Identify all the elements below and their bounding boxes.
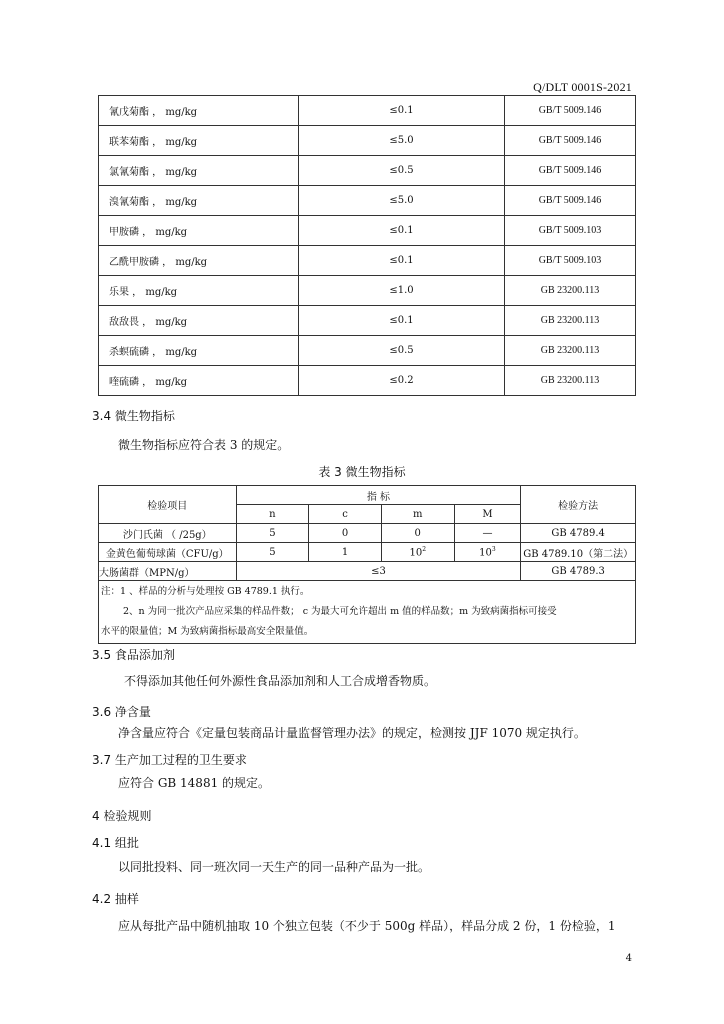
test-method: GB 4789.4	[521, 524, 636, 543]
test-method: GB 23200.113	[505, 366, 636, 396]
item-name: 大肠菌群（MPN/g）	[99, 562, 237, 581]
section-3-7-title: 3.7 生产加工过程的卫生要求	[92, 753, 247, 767]
value-M: —	[454, 524, 521, 543]
pesticide-name: 氯氰菊酯 ， mg/kg	[99, 156, 299, 186]
value-n: 5	[236, 524, 309, 543]
section-4-2-text: 应从每批产品中随机抽取 10 个独立包装（不少于 500g 样品），样品分成 2 份，1 份检验，1	[118, 919, 616, 933]
test-method: GB 23200.113	[505, 336, 636, 366]
col-header-m: m	[381, 505, 454, 524]
limit-value: ≤0.1	[299, 96, 505, 126]
note-line-2: 2、n 为同一批次产品应采集的样品件数； c 为最大可允许超出 m 值的样品数；m 为致病菌指标可接受	[123, 606, 557, 617]
col-header-index: 指 标	[236, 486, 521, 505]
limit-value: ≤5.0	[299, 126, 505, 156]
pesticide-residue-table	[98, 95, 636, 396]
limit-value: ≤0.1	[299, 306, 505, 336]
test-method: GB 4789.3	[521, 562, 636, 581]
limit-value: ≤0.5	[299, 156, 505, 186]
section-4-title: 4 检验规则	[92, 809, 152, 823]
note-line-3: 水平的限量值；M 为致病菌指标最高安全限量值。	[101, 626, 314, 637]
section-4-1-text: 以同批投料、同一班次同一天生产的同一品种产品为一批。	[118, 860, 431, 874]
value-M: $10^3$	[454, 543, 521, 562]
limit-value: ≤0.1	[299, 246, 505, 276]
limit-value: ≤0.1	[299, 216, 505, 246]
section-3-4-title: 3.4 微生物指标	[92, 409, 175, 423]
table-row	[99, 216, 636, 246]
standard-code: Q/DLT 0001S-2021	[533, 80, 632, 94]
note-line-1: 注：1 、样品的分析与处理按 GB 4789.1 执行。	[101, 586, 310, 597]
value-c: 0	[309, 524, 382, 543]
value-limit: ≤3	[236, 562, 521, 581]
test-method: GB 23200.113	[505, 276, 636, 306]
section-3-5-title: 3.5 食品添加剂	[92, 648, 175, 662]
value-c: 1	[309, 543, 382, 562]
section-3-7-text: 应符合 GB 14881 的规定。	[118, 776, 271, 790]
col-header-M: M	[454, 505, 521, 524]
table-row	[99, 562, 636, 581]
test-method: GB/T 5009.103	[505, 216, 636, 246]
pesticide-name: 甲胺磷 ， mg/kg	[99, 216, 299, 246]
section-3-6-text: 净含量应符合《定量包装商品计量监督管理办法》的规定，检测按 JJF 1070 规定执行。	[118, 726, 586, 740]
item-name: 金黄色葡萄球菌（CFU/g）	[99, 543, 237, 562]
value-m: 0	[381, 524, 454, 543]
limit-value: ≤1.0	[299, 276, 505, 306]
table-note	[99, 581, 636, 644]
table-row	[99, 246, 636, 276]
test-method: GB 23200.113	[505, 306, 636, 336]
section-4-2-title: 4.2 抽样	[92, 892, 139, 906]
pesticide-name: 喹硫磷 ， mg/kg	[99, 366, 299, 396]
test-method: GB/T 5009.103	[505, 246, 636, 276]
table-row	[99, 96, 636, 126]
section-3-6-title: 3.6 净含量	[92, 705, 151, 719]
table-row	[99, 543, 636, 562]
section-3-4-text: 微生物指标应符合表 3 的规定。	[118, 438, 290, 452]
pesticide-name: 乙酰甲胺磷 ， mg/kg	[99, 246, 299, 276]
pesticide-name: 敌敌畏 ， mg/kg	[99, 306, 299, 336]
value-n: 5	[236, 543, 309, 562]
limit-value: ≤5.0	[299, 186, 505, 216]
limit-value: ≤0.2	[299, 366, 505, 396]
col-header-item: 检验项目	[99, 486, 237, 524]
table-row	[99, 186, 636, 216]
pesticide-name: 杀螟硫磷 ， mg/kg	[99, 336, 299, 366]
table-row	[99, 524, 636, 543]
test-method: GB 4789.10（第二法）	[521, 543, 636, 562]
pesticide-name: 乐果 ， mg/kg	[99, 276, 299, 306]
item-name: 沙门氏菌 （ /25g）	[99, 524, 237, 543]
section-4-1-title: 4.1 组批	[92, 836, 139, 850]
test-method: GB/T 5009.146	[505, 156, 636, 186]
table-row	[99, 366, 636, 396]
page-number: 4	[625, 953, 632, 964]
col-header-c: c	[309, 505, 382, 524]
table-row	[99, 276, 636, 306]
pesticide-name: 氰戊菊酯 ， mg/kg	[99, 96, 299, 126]
microbial-table	[98, 485, 636, 644]
table-row	[99, 306, 636, 336]
test-method: GB/T 5009.146	[505, 96, 636, 126]
table-3-caption: 表 3 微生物指标	[318, 465, 406, 479]
value-m: $10^2$	[381, 543, 454, 562]
table-row	[99, 126, 636, 156]
table-row	[99, 156, 636, 186]
pesticide-name: 联苯菊酯 ， mg/kg	[99, 126, 299, 156]
col-header-method: 检验方法	[521, 486, 636, 524]
col-header-n: n	[236, 505, 309, 524]
table-row	[99, 336, 636, 366]
limit-value: ≤0.5	[299, 336, 505, 366]
section-3-5-text: 不得添加其他任何外源性食品添加剂和人工合成增香物质。	[124, 674, 437, 688]
test-method: GB/T 5009.146	[505, 126, 636, 156]
pesticide-name: 溴氰菊酯 ， mg/kg	[99, 186, 299, 216]
test-method: GB/T 5009.146	[505, 186, 636, 216]
